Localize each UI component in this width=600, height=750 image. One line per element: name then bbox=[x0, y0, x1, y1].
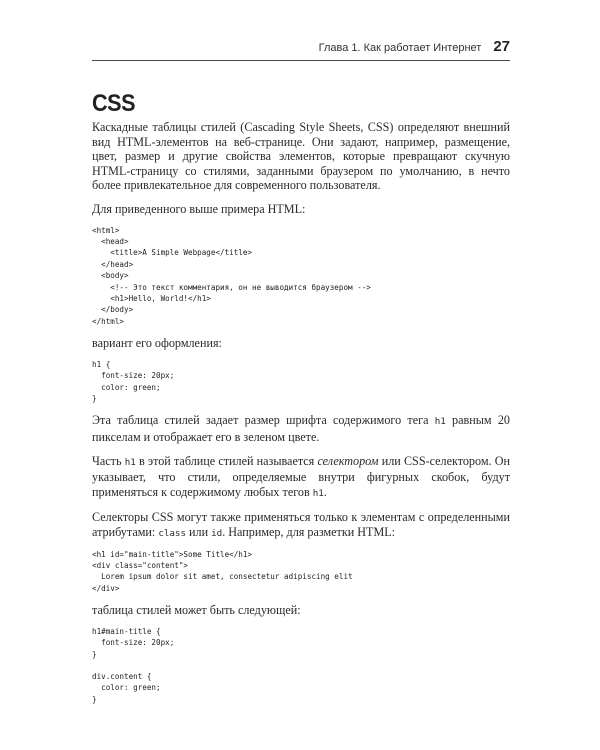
text-run: равным 20 пикселам и отображает его в зеленом цвете. bbox=[92, 413, 510, 445]
html-intro-paragraph: Для приведенного выше примера HTML: bbox=[92, 201, 306, 216]
css-example-code-1 bbox=[92, 359, 510, 405]
code-line: font-size: 20px; bbox=[92, 371, 175, 381]
code-line: <div class="content"> bbox=[92, 561, 189, 570]
section-title: CSS bbox=[92, 90, 136, 117]
code-line: color: green; bbox=[92, 683, 161, 693]
text-run: Часть bbox=[92, 453, 125, 468]
text-run: или bbox=[185, 525, 212, 539]
style-intro-paragraph: вариант его оформления: bbox=[92, 336, 222, 351]
code-line: <html> bbox=[92, 225, 120, 235]
html-example-code-2 bbox=[92, 549, 510, 595]
code-line: color: green; bbox=[92, 382, 161, 392]
code-line: div.content { bbox=[92, 672, 152, 682]
page-body bbox=[92, 120, 510, 714]
code-line: </body> bbox=[92, 305, 134, 315]
selector-term: селектором bbox=[317, 453, 379, 468]
intro-paragraph: Каскадные таблицы стилей (Cascading Style Sheets, CSS) определяют внешний вид HTML-элементов на веб-странице. Они задают, например, размещение, цвет, размер и другие свойства элементов, которые превращают скучную HTML-страницу со стилями, заданными браузером по умолчанию, в нечто более привлекательное для современного пользователя. bbox=[92, 120, 510, 193]
code-line: font-size: 20px; bbox=[92, 638, 175, 648]
text-run: Селекторы CSS могут также применяться только к элементам с определенными атрибутами: bbox=[92, 510, 510, 539]
code-line: </html> bbox=[92, 316, 125, 326]
inline-code: h1 bbox=[434, 416, 446, 428]
code-line: <!-- Это текст комментария, он не выводится браузером --> bbox=[92, 282, 371, 292]
code-line: <body> bbox=[92, 271, 129, 281]
code-line: h1 { bbox=[92, 359, 111, 369]
inline-code: id bbox=[211, 528, 223, 539]
code-line: h1#main-title { bbox=[92, 626, 161, 636]
inline-code: class bbox=[158, 528, 186, 539]
code-line: </head> bbox=[92, 259, 134, 269]
code-line: } bbox=[92, 694, 97, 704]
text-run: Эта таблица стилей задает размер шрифта содержимого тега bbox=[92, 413, 435, 428]
code-line: <title>A Simple Webpage</title> bbox=[92, 248, 253, 258]
text-run: . bbox=[323, 484, 327, 499]
text-run: . Например, для разметки HTML: bbox=[222, 525, 396, 539]
running-header bbox=[319, 38, 510, 55]
text-run: или CSS-селектором. Он указывает, что стили, определяемые внутри фигурных скобок, будут применяться к содержимому любых тегов bbox=[92, 453, 511, 499]
inline-code: h1 bbox=[124, 456, 136, 468]
inline-code: h1 bbox=[312, 487, 324, 499]
code-line: } bbox=[92, 649, 97, 659]
code-line: <h1>Hello, World!</h1> bbox=[92, 294, 211, 303]
explain-paragraph-2 bbox=[92, 454, 510, 502]
code-line: } bbox=[92, 394, 97, 404]
code-line: <h1 id="main-title">Some Title</h1> bbox=[92, 549, 253, 559]
code-blank-line bbox=[92, 660, 510, 671]
text-run: в этой таблице стилей называется bbox=[135, 453, 318, 468]
stylesheet-intro-paragraph: таблица стилей может быть следующей: bbox=[92, 603, 301, 618]
html-example-code bbox=[92, 225, 510, 328]
header-rule bbox=[92, 60, 510, 61]
chapter-title: Глава 1. Как работает Интернет bbox=[318, 42, 482, 54]
code-line: </div> bbox=[92, 583, 120, 593]
explain-paragraph-3 bbox=[92, 510, 510, 541]
code-line: Lorem ipsum dolor sit amet, consectetur adipiscing elit bbox=[92, 572, 353, 582]
css-example-code-2 bbox=[92, 626, 510, 705]
page-number: 27 bbox=[493, 38, 510, 55]
explain-paragraph-1 bbox=[92, 413, 510, 444]
code-line: <head> bbox=[92, 236, 129, 246]
